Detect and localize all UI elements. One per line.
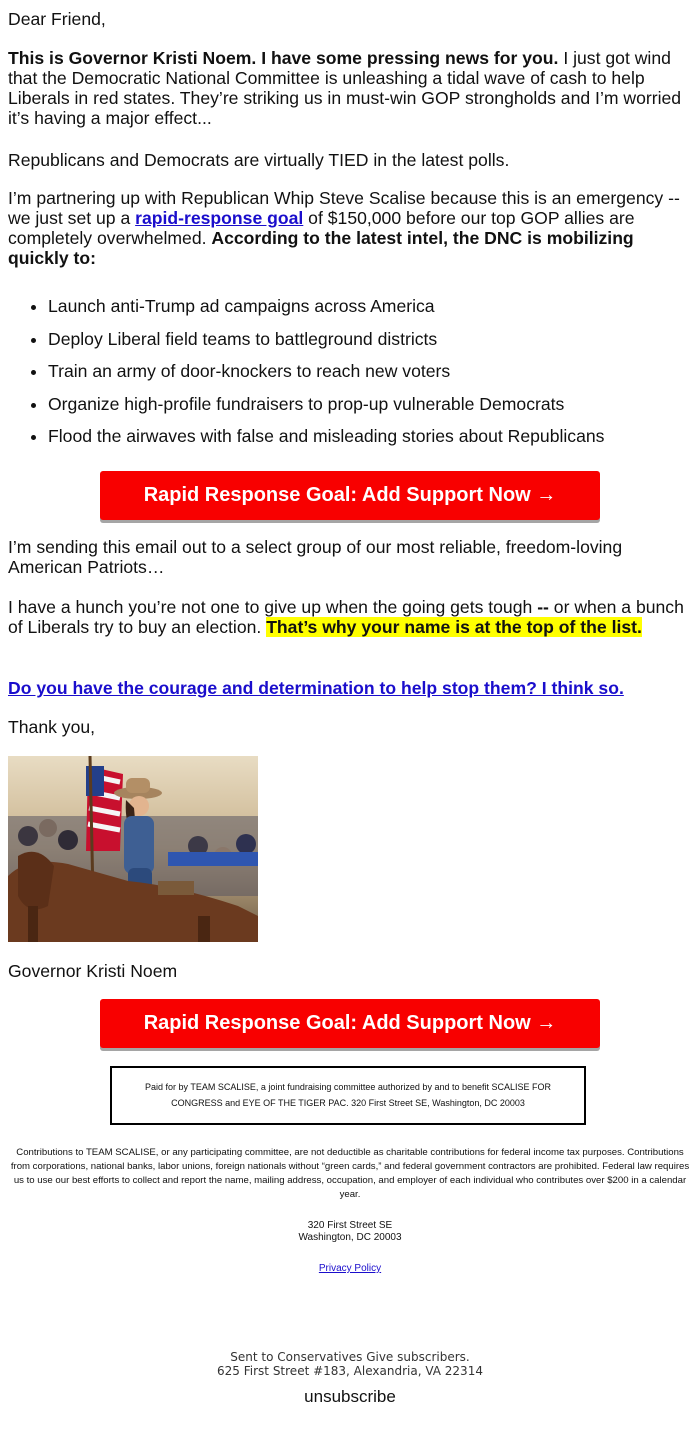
hunch-mid: or when a bunch of Liberals try to buy an election. <box>8 597 684 637</box>
partner-pre: I’m partnering up with Republican Whip Steve Scalise because this is an emergency -- we just set up a <box>8 188 680 228</box>
list-item: • Train an army of door-knockers to reach new voters <box>48 361 604 394</box>
address-line-1: 320 First Street SE <box>307 1220 393 1231</box>
rapid-response-button-bottom[interactable]: Rapid Response Goal: Add Support Now → <box>100 999 600 1048</box>
address-line-2: Washington, DC 20003 <box>298 1232 402 1243</box>
dnc-action-list <box>8 296 604 459</box>
highlighted-text: That’s why your name is at the top of the list. <box>266 617 642 637</box>
intro-bold: This is Governor Kristi Noem. I have some pressing news for you. <box>8 48 559 68</box>
intro-rest: I just got wind that the Democratic National Committee is unleashing a tidal wave of cash to help Liberals in red states. They’re striking us in must-win GOP strongholds and I’m worried it’s having a major effect... <box>8 48 682 128</box>
footer-line-1: Sent to Conservatives Give subscribers. <box>230 1350 470 1364</box>
greeting: Dear Friend, <box>8 9 106 29</box>
privacy-policy-link[interactable]: Privacy Policy <box>318 1263 382 1274</box>
subscriber-footer <box>0 1350 700 1378</box>
contribution-disclaimer: Contributions to TEAM SCALISE, or any participating committee, are not deductible as charitable contributions for federal income tax purposes. Contributions from corporations, national banks, labor unions, foreign nationals without “green cards,” and federal government contractors are prohibited. Federal law requires us to use our best efforts to collect and report the name, mailing address, occupation, and employer of each individual who contributes over $200 in a calendar year. <box>10 1147 690 1200</box>
hunch-paragraph <box>8 597 688 637</box>
courage-paragraph <box>8 678 624 698</box>
governor-photo <box>8 756 258 942</box>
list-item: • Flood the airwaves with false and misleading stories about Republicans <box>48 426 604 459</box>
partner-bold: According to the latest intel, the DNC is mobilizing quickly to: <box>8 228 634 268</box>
sending-paragraph: I’m sending this email out to a select group of our most reliable, freedom-loving American Patriots… <box>8 537 623 577</box>
list-item: • Deploy Liberal field teams to battleground districts <box>48 329 604 362</box>
paid-for-box: Paid for by TEAM SCALISE, a joint fundraising committee authorized by and to benefit SCALISE FOR CONGRESS and EYE OF THE TIGER PAC. 320 First Street SE, Washington, DC 20003 <box>110 1066 586 1125</box>
thanks-text: Thank you, <box>8 717 96 737</box>
intro-paragraph <box>8 48 688 128</box>
rapid-response-button-top[interactable]: Rapid Response Goal: Add Support Now → <box>100 471 600 520</box>
rapid-response-goal-link[interactable]: rapid-response goal <box>135 208 304 228</box>
partner-mid: of $150,000 before our top GOP allies are completely overwhelmed. <box>8 208 635 248</box>
privacy-section <box>0 1263 700 1274</box>
hunch-dash: -- <box>537 597 549 617</box>
list-item: • Organize high-profile fundraisers to prop-up vulnerable Democrats <box>48 394 604 427</box>
list-item: • Launch anti-Trump ad campaigns across America <box>48 296 604 329</box>
unsubscribe-link[interactable]: unsubscribe <box>304 1387 396 1406</box>
hunch-pre: I have a hunch you’re not one to give up when the going gets tough <box>8 597 538 617</box>
partner-paragraph <box>8 188 688 268</box>
mailing-address <box>0 1220 700 1244</box>
footer-line-2: 625 First Street #183, Alexandria, VA 22314 <box>217 1364 483 1378</box>
tied-paragraph: Republicans and Democrats are virtually TIED in the latest polls. <box>8 150 510 170</box>
courage-link[interactable]: Do you have the courage and determination to help stop them? I think so. <box>8 678 624 698</box>
signature-name: Governor Kristi Noem <box>8 961 178 981</box>
